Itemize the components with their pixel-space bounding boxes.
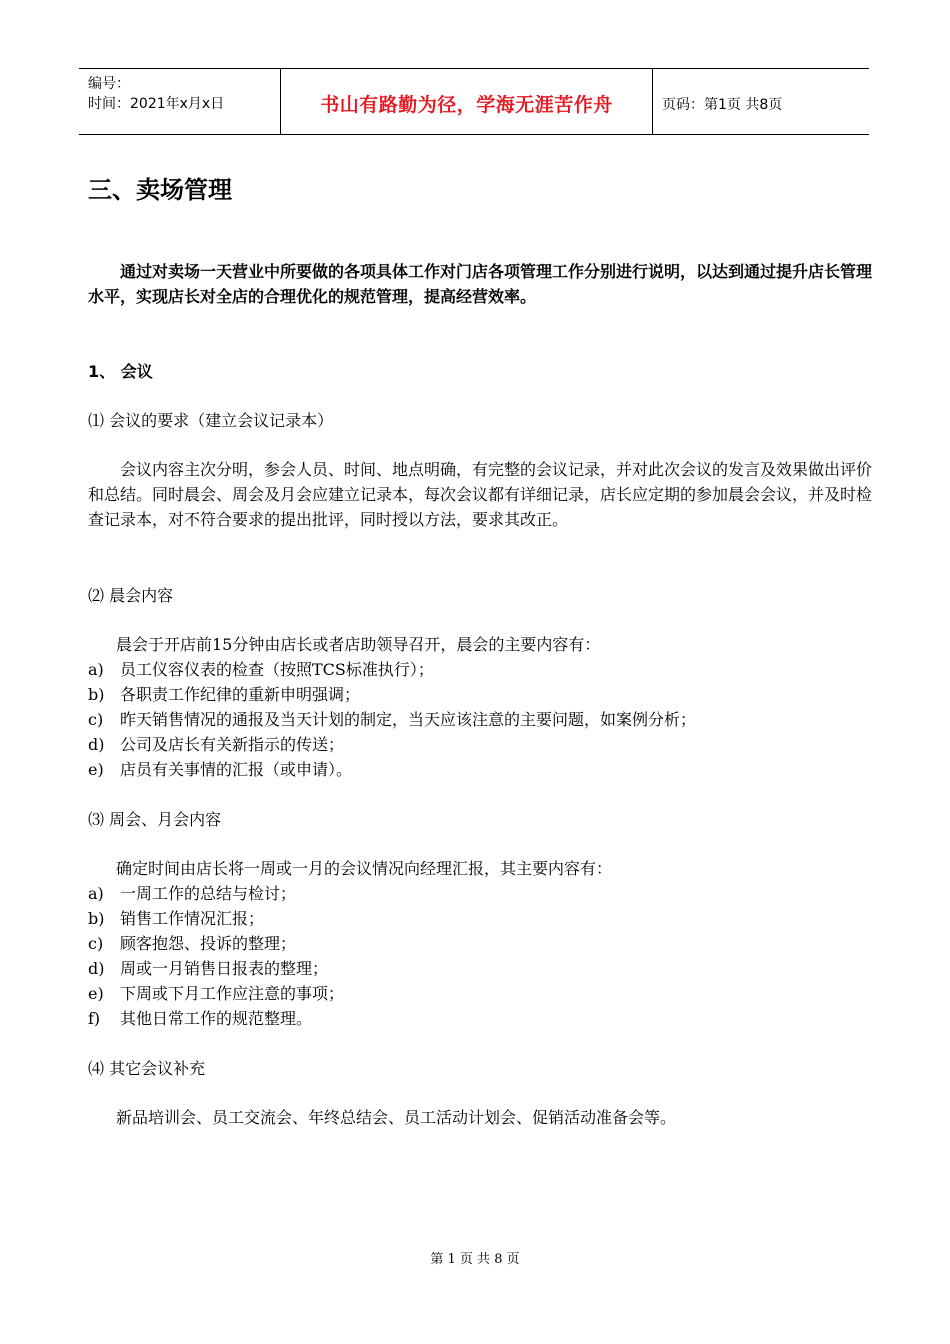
list-item: e) 店员有关事情的汇报（或申请）。 <box>88 760 353 779</box>
subsection-heading: ⑷ 其它会议补充 <box>88 1059 206 1078</box>
list-item: a) 员工仪容仪表的检查（按照TCS标准执行）； <box>88 660 434 679</box>
other-meetings-paragraph: 新品培训会、员工交流会、年终总结会、员工活动计划会、促销活动准备会等。 <box>116 1108 677 1127</box>
list-item: d) 公司及店长有关新指示的传送； <box>88 735 345 754</box>
meeting-requirements-paragraph: 会议内容主次分明，参会人员、时间、地点明确，有完整的会议记录，并对此次会议的发言及效果做出评价和总结。同时晨会、周会及月会应建立记录本，每次会议都有详细记录，店长应定期的参加晨会会议，并及时检查记录本，对不符合要求的提出批评，同时授以方法，要求其改正。 <box>88 460 873 529</box>
morning-meeting-lead: 晨会于开店前15分钟由店长或者店助领导召开，晨会的主要内容有： <box>116 635 601 654</box>
section-heading: 1、 会议 <box>88 362 153 381</box>
list-item: d) 周或一月销售日报表的整理； <box>88 959 329 978</box>
page-title: 三、卖场管理 <box>88 176 232 204</box>
intro-paragraph: 通过对卖场一天营业中所要做的各项具体工作对门店各项管理工作分别进行说明，以达到通过提升店长管理水平，实现店长对全店的合理优化的规范管理，提高经营效率。 <box>88 262 873 306</box>
list-item: b) 销售工作情况汇报； <box>88 909 265 928</box>
page-footer: 第 1 页 共 8 页 <box>430 1252 520 1267</box>
page-label: 页码：第1页 共8页 <box>662 97 783 113</box>
header-page-cell <box>653 69 869 134</box>
page-header <box>79 68 869 135</box>
list-item: a) 一周工作的总结与检讨； <box>88 884 297 903</box>
weekly-meeting-lead: 确定时间由店长将一周或一月的会议情况向经理汇报，其主要内容有： <box>116 859 613 878</box>
serial-label: 编号： <box>88 76 130 92</box>
header-meta-cell <box>79 69 280 134</box>
date-label: 时间：2021年x月x日 <box>88 96 225 112</box>
subsection-heading: ⑶ 周会、月会内容 <box>88 810 222 829</box>
motto: 书山有路勤为径，学海无涯苦作舟 <box>320 94 613 116</box>
list-item: b) 各职责工作纪律的重新申明强调； <box>88 685 361 704</box>
list-item: e) 下周或下月工作应注意的事项； <box>88 984 345 1003</box>
subsection-heading: ⑴ 会议的要求（建立会议记录本） <box>88 411 334 430</box>
header-motto-cell <box>280 69 653 134</box>
list-item: c) 顾客抱怨、投诉的整理； <box>88 934 297 953</box>
list-item: c) 昨天销售情况的通报及当天计划的制定，当天应该注意的主要问题，如案例分析； <box>88 710 697 729</box>
subsection-heading: ⑵ 晨会内容 <box>88 586 174 605</box>
list-item: f) 其他日常工作的规范整理。 <box>88 1009 313 1028</box>
